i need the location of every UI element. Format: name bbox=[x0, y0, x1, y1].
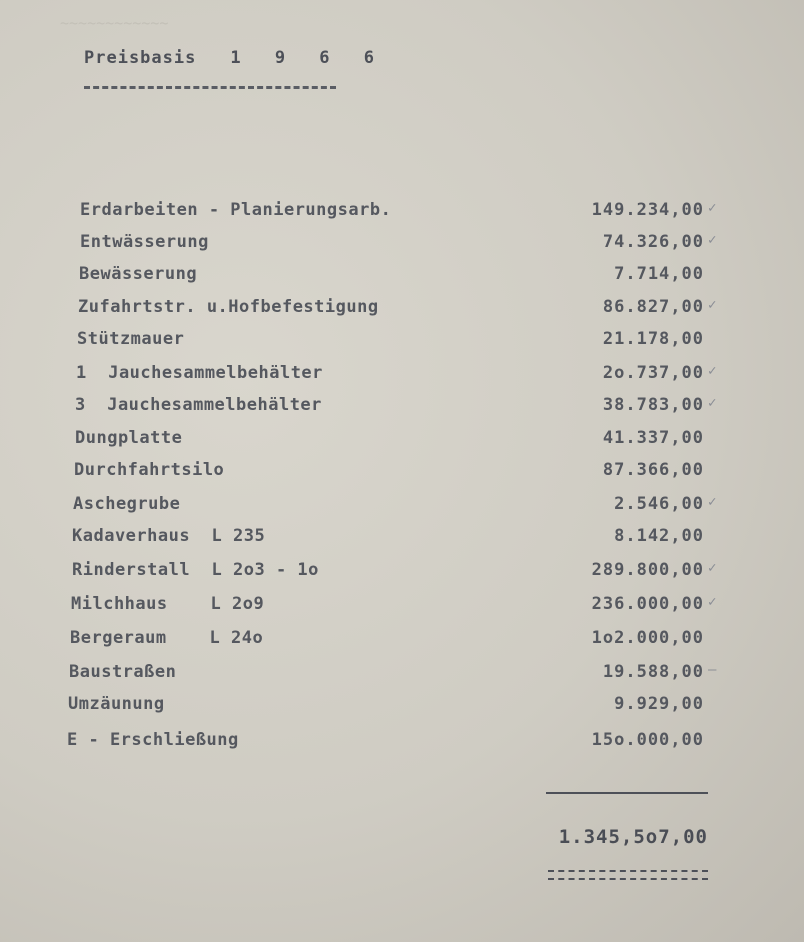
cost-item-row bbox=[0, 628, 804, 658]
cost-item-row bbox=[0, 560, 804, 590]
item-amount: 149.234,00 bbox=[591, 200, 704, 220]
header-underline bbox=[84, 86, 336, 89]
checkmark-icon: ✓ bbox=[708, 363, 717, 379]
checkmark-icon: ✓ bbox=[708, 560, 717, 576]
item-amount: 15o.000,00 bbox=[591, 730, 704, 750]
cost-item-row bbox=[0, 526, 804, 556]
checkmark-icon: ✓ bbox=[708, 395, 717, 411]
item-amount: 2o.737,00 bbox=[602, 363, 704, 383]
item-label: Rinderstall L 2o3 - 1o bbox=[72, 560, 319, 580]
cost-item-row bbox=[0, 395, 804, 425]
cost-item-row bbox=[0, 662, 804, 692]
cost-item-row bbox=[0, 297, 804, 327]
checkmark-icon: ✓ bbox=[708, 594, 717, 610]
item-amount: 8.142,00 bbox=[614, 526, 704, 546]
item-amount: 86.827,00 bbox=[602, 297, 704, 317]
item-label: Bewässerung bbox=[79, 264, 198, 284]
cost-item-row bbox=[0, 329, 804, 359]
cost-item-row bbox=[0, 264, 804, 294]
item-amount: 236.000,00 bbox=[591, 594, 704, 614]
item-amount: 21.178,00 bbox=[602, 329, 704, 349]
item-amount: 41.337,00 bbox=[602, 428, 704, 448]
item-label: Entwässerung bbox=[80, 232, 209, 252]
checkmark-icon: ✓ bbox=[708, 297, 717, 313]
header-title: Preisbasis bbox=[84, 48, 197, 68]
item-amount: 38.783,00 bbox=[602, 395, 704, 415]
item-amount: 1o2.000,00 bbox=[591, 628, 704, 648]
item-amount: 7.714,00 bbox=[614, 264, 704, 284]
header-year: 1 9 6 6 bbox=[230, 48, 387, 68]
cost-item-row bbox=[0, 460, 804, 490]
item-amount: 19.588,00 bbox=[602, 662, 704, 682]
cost-item-row bbox=[0, 694, 804, 724]
item-label: Erdarbeiten - Planierungsarb. bbox=[80, 200, 392, 220]
cost-item-row bbox=[0, 594, 804, 624]
item-label: 3 Jauchesammelbehälter bbox=[75, 395, 322, 415]
checkmark-icon: ✓ bbox=[708, 232, 717, 248]
item-amount: 2.546,00 bbox=[614, 494, 704, 514]
item-label: Dungplatte bbox=[75, 428, 183, 448]
checkmark-icon: ✓ bbox=[708, 494, 717, 510]
item-label: Aschegrube bbox=[73, 494, 181, 514]
cost-item-row bbox=[0, 730, 804, 760]
item-amount: 9.929,00 bbox=[614, 694, 704, 714]
cost-item-row bbox=[0, 232, 804, 262]
bleed-through-text: ~~~~~~~~~~~~ bbox=[60, 14, 169, 32]
item-label: Umzäunung bbox=[68, 694, 165, 714]
item-label: Milchhaus L 2o9 bbox=[71, 594, 265, 614]
item-label: E - Erschließung bbox=[67, 730, 239, 750]
item-amount: 289.800,00 bbox=[591, 560, 704, 580]
checkmark-icon: — bbox=[708, 662, 717, 678]
item-label: Baustraßen bbox=[69, 662, 177, 682]
item-label: Zufahrtstr. u.Hofbefestigung bbox=[78, 297, 379, 317]
item-label: Durchfahrtsilo bbox=[74, 460, 225, 480]
total-double-underline bbox=[548, 870, 708, 880]
item-label: Stützmauer bbox=[77, 329, 185, 349]
item-amount: 74.326,00 bbox=[602, 232, 704, 252]
price-basis-header bbox=[84, 48, 386, 68]
total-amount: 1.345,5o7,00 bbox=[558, 826, 708, 848]
cost-item-row bbox=[0, 200, 804, 230]
item-label: Bergeraum L 24o bbox=[70, 628, 264, 648]
checkmark-icon: ✓ bbox=[708, 200, 717, 216]
item-amount: 87.366,00 bbox=[602, 460, 704, 480]
item-label: 1 Jauchesammelbehälter bbox=[76, 363, 323, 383]
item-label: Kadaverhaus L 235 bbox=[72, 526, 266, 546]
sum-line bbox=[546, 792, 708, 794]
cost-item-row bbox=[0, 428, 804, 458]
cost-item-row bbox=[0, 494, 804, 524]
cost-item-row bbox=[0, 363, 804, 393]
